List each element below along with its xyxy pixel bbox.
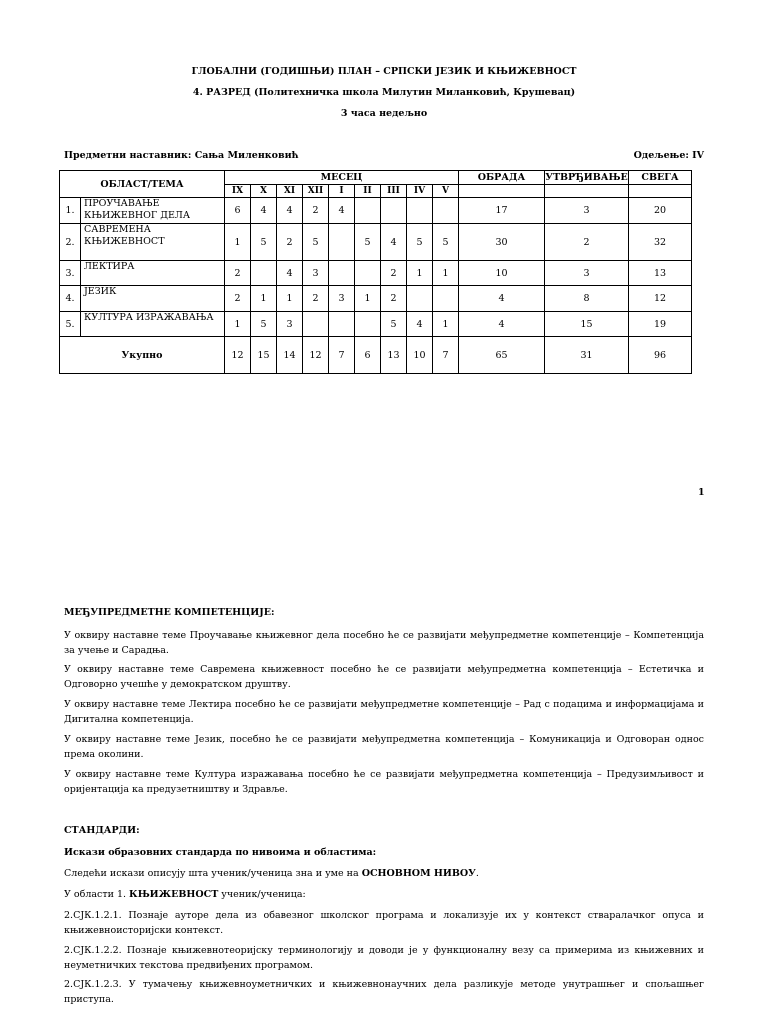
standard-item: 2.СЈК.1.2.2. Познаје књижевнотеоријску терминологију и доводи је у функционалну везу са примерима из књижевних и неуметничких текстова предвиђених програмом. (64, 945, 704, 971)
total-month-cell: 14 (277, 337, 303, 374)
utvr-header: УТВРЂИВАЊЕ (545, 172, 628, 183)
svega-cell: 20 (629, 198, 692, 224)
area-text: У области 1. (64, 889, 130, 900)
month-cell: 1 (225, 312, 251, 337)
month-cell (303, 312, 329, 337)
total-row (60, 337, 692, 374)
month-cell (329, 312, 355, 337)
month-cell (433, 286, 459, 312)
svega-cell: 32 (629, 224, 692, 261)
competency-paragraph: У оквиру наставне теме Проучавање књижевног дела посебно ће се развијати међупредметне компетенције – Компетенција за учење и Сарадња. (64, 630, 704, 656)
month-cell: 1 (407, 261, 433, 286)
intro-level: ОСНОВНОМ НИВОУ (361, 868, 476, 879)
month-cell (329, 224, 355, 261)
month-cell: 5 (407, 224, 433, 261)
row-number: 2. (60, 224, 81, 261)
hours-per-week: 3 часа недељно (340, 108, 428, 119)
total-month-cell: 10 (407, 337, 433, 374)
row-area: КУЛТУРА ИЗРАЖАВАЊА (81, 312, 225, 337)
month-cell: 3 (303, 261, 329, 286)
month-cell: 1 (433, 312, 459, 337)
month-label: IV (407, 185, 433, 198)
total-month-cell: 7 (433, 337, 459, 374)
month-cell: 1 (433, 261, 459, 286)
table-row (60, 224, 692, 261)
row-area: ПРОУЧАВАЊЕ КЊИЖЕВНОГ ДЕЛА (81, 198, 225, 224)
table-row (60, 312, 692, 337)
month-cell (355, 312, 381, 337)
standards-area (64, 887, 704, 902)
standard-item: 2.СЈК.1.2.1. Познаје ауторе дела из обавезног школског програма и локализује их у контекст стваралачког опуса и књижевноисторијски контекст. (64, 910, 704, 936)
month-label: XI (277, 185, 303, 198)
total-month-cell: 7 (329, 337, 355, 374)
obrada-cell: 4 (459, 312, 545, 337)
month-cell: 2 (277, 224, 303, 261)
month-cell: 4 (251, 198, 277, 224)
empty-header-cell (629, 185, 692, 198)
total-month-cell: 15 (251, 337, 277, 374)
month-cell: 4 (407, 312, 433, 337)
standards-subheading: Искази образовних стандарда по нивоима и областима: (64, 847, 377, 858)
month-label: I (329, 185, 355, 198)
row-area: ЛЕКТИРА (81, 261, 225, 286)
month-cell: 2 (303, 198, 329, 224)
total-obrada-cell: 65 (459, 337, 545, 374)
row-area: ЈЕЗИК (81, 286, 225, 312)
utvr-cell: 2 (545, 224, 629, 261)
row-number: 4. (60, 286, 81, 312)
obrada-header: ОБРАДА (459, 171, 545, 185)
svega-cell: 13 (629, 261, 692, 286)
total-utvr-cell: 31 (545, 337, 629, 374)
document-subtitle: 4. РАЗРЕД (Политехничка школа Милутин Миланковић, Крушевац) (192, 87, 576, 98)
month-cell (355, 261, 381, 286)
standard-item: 2.СЈК.1.2.3. У тумачењу књижевноуметничких и књижевнонаучних дела разликује методе унутрашњег и спољашњег приступа. (64, 979, 704, 1005)
month-cell (407, 286, 433, 312)
competencies-heading: МЕЂУПРЕДМЕТНЕ КОМПЕТЕНЦИЈЕ: (64, 607, 275, 618)
month-cell: 2 (381, 286, 407, 312)
total-svega-cell: 96 (629, 337, 692, 374)
month-cell: 5 (303, 224, 329, 261)
month-cell: 2 (381, 261, 407, 286)
standards-heading: СТАНДАРДИ: (64, 825, 140, 836)
competency-paragraph: У оквиру наставне теме Савремена књижевност посебно ће се развијати међупредметна компетенција – Естетичка и Одговорно учешће у демократском друштву. (64, 664, 704, 690)
area-end: ученик/ученица: (218, 889, 306, 900)
month-cell: 2 (225, 286, 251, 312)
month-header: МЕСЕЦ (225, 171, 459, 185)
intro-text: Следећи искази описују шта ученик/ученица зна и уме на (64, 868, 362, 879)
month-cell: 5 (433, 224, 459, 261)
standards-intro (64, 866, 704, 881)
page-number: 1 (698, 487, 705, 498)
empty-header-cell (545, 185, 629, 198)
row-number: 5. (60, 312, 81, 337)
month-cell: 4 (277, 261, 303, 286)
total-month-cell: 13 (381, 337, 407, 374)
month-cell: 5 (355, 224, 381, 261)
obrada-cell: 4 (459, 286, 545, 312)
month-cell: 1 (225, 224, 251, 261)
month-cell: 3 (329, 286, 355, 312)
month-cell: 1 (277, 286, 303, 312)
month-cell: 5 (251, 224, 277, 261)
area-header: ОБЛАСТ/ТЕМА (60, 171, 225, 198)
row-area: САВРЕМЕНА КЊИЖЕВНОСТ (81, 224, 225, 261)
total-month-cell: 12 (303, 337, 329, 374)
obrada-cell: 17 (459, 198, 545, 224)
month-cell: 4 (277, 198, 303, 224)
utvr-cell: 8 (545, 286, 629, 312)
utvr-cell: 15 (545, 312, 629, 337)
table-row (60, 261, 692, 286)
month-label: V (433, 185, 459, 198)
month-cell: 4 (381, 224, 407, 261)
month-cell: 1 (251, 286, 277, 312)
month-cell: 5 (381, 312, 407, 337)
svega-cell: 19 (629, 312, 692, 337)
month-label: XII (303, 185, 329, 198)
competency-paragraph: У оквиру наставне теме Језик, посебно ће се развијати међупредметна компетенција – Комуникација и Одговоран однос према околини. (64, 734, 704, 760)
month-cell: 6 (225, 198, 251, 224)
competency-paragraph: У оквиру наставне теме Култура изражавања посебно ће се развијати међупредметна компетенција – Предузимљивост и оријентација ка предузетништву и Здравље. (64, 769, 704, 795)
area-name: КЊИЖЕВНОСТ (129, 889, 219, 900)
month-cell (251, 261, 277, 286)
month-label: II (355, 185, 381, 198)
intro-end: . (475, 868, 479, 879)
month-label: IX (225, 185, 251, 198)
month-cell (329, 261, 355, 286)
table-row (60, 286, 692, 312)
month-cell (381, 198, 407, 224)
obrada-cell: 10 (459, 261, 545, 286)
month-cell: 1 (355, 286, 381, 312)
document-title: ГЛОБАЛНИ (ГОДИШЊИ) ПЛАН – СРПСКИ ЈЕЗИК И КЊИЖЕВНОСТ (191, 66, 577, 77)
month-cell: 4 (329, 198, 355, 224)
month-cell (407, 198, 433, 224)
teacher-name: Предметни наставник: Сања Миленковић (64, 150, 299, 161)
svega-header: СВЕГА (629, 171, 692, 185)
month-label: X (251, 185, 277, 198)
month-cell: 5 (251, 312, 277, 337)
competency-paragraph: У оквиру наставне теме Лектира посебно ће се развијати међупредметне компетенције – Рад с подацима и информацијама и Дигитална компетенција. (64, 699, 704, 725)
class-label: Одељење: IV (633, 150, 704, 161)
empty-header-cell (459, 185, 545, 198)
utvr-cell: 3 (545, 261, 629, 286)
month-cell: 2 (303, 286, 329, 312)
teacher-row (64, 150, 704, 161)
month-label: III (381, 185, 407, 198)
total-month-cell: 12 (225, 337, 251, 374)
total-month-cell: 6 (355, 337, 381, 374)
month-cell (433, 198, 459, 224)
month-cell (355, 198, 381, 224)
global-plan-table (59, 170, 692, 374)
utvr-cell: 3 (545, 198, 629, 224)
total-label: Укупно (60, 337, 225, 374)
month-cell: 3 (277, 312, 303, 337)
obrada-cell: 30 (459, 224, 545, 261)
month-cell: 2 (225, 261, 251, 286)
row-number: 1. (60, 198, 81, 224)
table-row (60, 198, 692, 224)
row-number: 3. (60, 261, 81, 286)
svega-cell: 12 (629, 286, 692, 312)
